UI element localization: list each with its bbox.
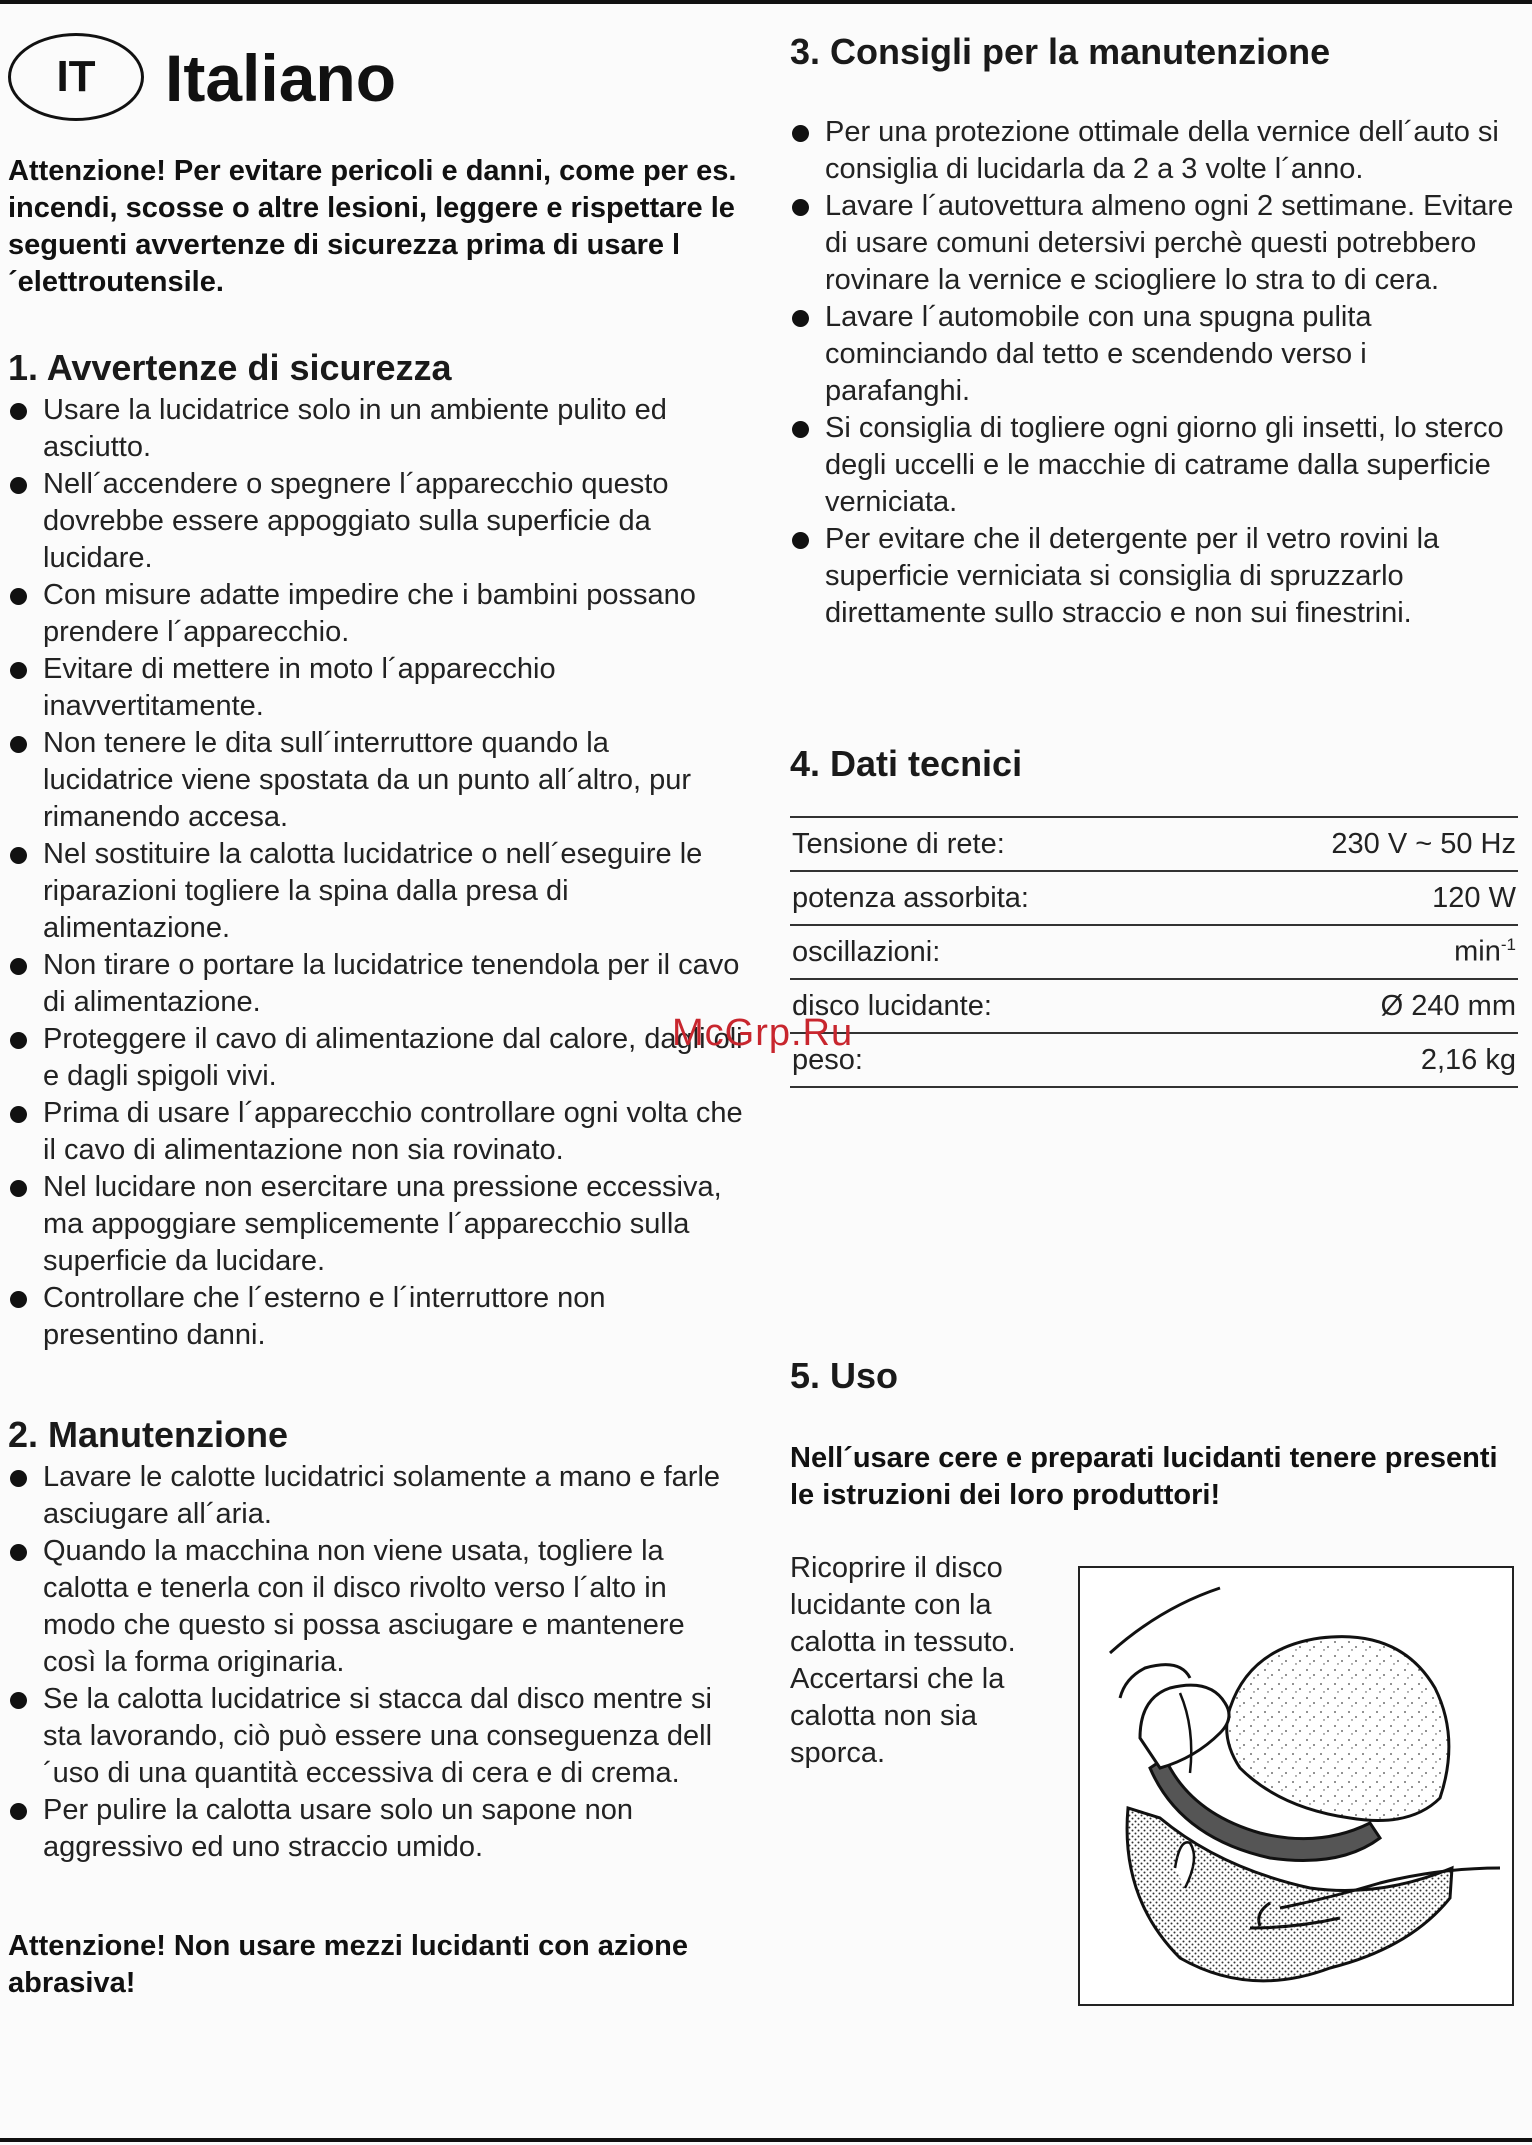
list-item: Lavare le calotte lucidatrici solamente a mano e farle asciugare all´aria. xyxy=(8,1459,743,1533)
spec-label: peso: xyxy=(790,1033,1198,1087)
language-title: Italiano xyxy=(165,41,397,115)
top-rule xyxy=(0,0,1532,4)
list-item: Nell´accendere o spegnere l´apparecchio questo dovrebbe essere appoggiato sulla superficie da lucidare. xyxy=(8,466,743,577)
bullet-icon xyxy=(10,1544,27,1561)
bullet-icon xyxy=(792,532,809,549)
spec-value: 2,16 kg xyxy=(1198,1033,1518,1087)
bullet-icon xyxy=(792,199,809,216)
list-item: Non tirare o portare la lucidatrice tenendola per il cavo di alimentazione. xyxy=(8,947,743,1021)
list-item: Per pulire la calotta usare solo un sapone non aggressivo ed uno straccio umido. xyxy=(8,1792,743,1866)
list-item: Controllare che l´esterno e l´interruttore non presentino danni. xyxy=(8,1280,743,1354)
bonnet-hands-drawing xyxy=(1080,1568,1512,2004)
bullet-icon xyxy=(10,1180,27,1197)
bullet-icon xyxy=(10,1692,27,1709)
list-item: Usare la lucidatrice solo in un ambiente pulito ed asciutto. xyxy=(8,392,743,466)
section-1-list xyxy=(8,392,743,1354)
watermark-text: McGrp.Ru xyxy=(672,1012,854,1054)
bullet-icon xyxy=(10,588,27,605)
bullet-icon xyxy=(10,1803,27,1820)
spec-label: disco lucidante: xyxy=(790,979,1198,1033)
bullet-icon xyxy=(10,1470,27,1487)
list-item: Evitare di mettere in moto l´apparecchio inavvertitamente. xyxy=(8,651,743,725)
list-item: Per evitare che il detergente per il vetro rovini la superficie verniciata si consiglia di spruzzarlo direttamente sullo straccio e non sui finestrini. xyxy=(790,521,1518,632)
polishing-bonnet-illustration xyxy=(1078,1566,1514,2006)
section-4-title: 4. Dati tecnici xyxy=(790,743,1023,784)
bullet-icon xyxy=(792,125,809,142)
table-row xyxy=(790,979,1518,1033)
table-row xyxy=(790,817,1518,871)
spec-value: 230 V ~ 50 Hz xyxy=(1198,817,1518,871)
table-row xyxy=(790,871,1518,925)
section-3-list xyxy=(790,114,1518,632)
table-row xyxy=(790,1033,1518,1087)
list-item: Lavare l´automobile con una spugna pulita cominciando dal tetto e scendendo verso i parafanghi. xyxy=(790,299,1518,410)
table-row xyxy=(790,925,1518,979)
language-badge xyxy=(8,33,144,121)
section-2-title: 2. Manutenzione xyxy=(8,1414,289,1455)
bullet-icon xyxy=(10,958,27,975)
list-item: Nel sostituire la calotta lucidatrice o nell´eseguire le riparazioni togliere la spina dalla presa di alimentazione. xyxy=(8,836,743,947)
spec-label: Tensione di rete: xyxy=(790,817,1198,871)
list-item: Si consiglia di togliere ogni giorno gli insetti, lo sterco degli uccelli e le macchie di catrame dalla superficie verniciata. xyxy=(790,410,1518,521)
section-5-title: 5. Uso xyxy=(790,1355,899,1396)
bullet-icon xyxy=(10,1106,27,1123)
bullet-icon xyxy=(10,477,27,494)
bullet-icon xyxy=(10,1291,27,1308)
bullet-icon xyxy=(792,421,809,438)
list-item: Proteggere il cavo di alimentazione dal calore, dagli oli e dagli spigoli vivi. xyxy=(8,1021,743,1095)
list-item: Se la calotta lucidatrice si stacca dal disco mentre si sta lavorando, ciò può essere una conseguenza dell´uso di una quantità eccessiva di cera e di crema. xyxy=(8,1681,743,1792)
bullet-icon xyxy=(10,847,27,864)
list-item: Con misure adatte impedire che i bambini possano prendere l´apparecchio. xyxy=(8,577,743,651)
section-2-warning: Attenzione! Non usare mezzi lucidanti con azione abrasiva! xyxy=(8,1930,688,1999)
list-item: Nel lucidare non esercitare una pressione eccessiva, ma appoggiare semplicemente l´apparecchio sulla superficie da lucidare. xyxy=(8,1169,743,1280)
list-item: Non tenere le dita sull´interruttore quando la lucidatrice viene spostata da un punto all´altro, pur rimanendo accesa. xyxy=(8,725,743,836)
spec-label: potenza assorbita: xyxy=(790,871,1198,925)
list-item: Prima di usare l´apparecchio controllare ogni volta che il cavo di alimentazione non sia rovinato. xyxy=(8,1095,743,1169)
spec-label: oscillazioni: xyxy=(790,925,1198,979)
spec-value: Ø 240 mm xyxy=(1198,979,1518,1033)
bullet-icon xyxy=(10,736,27,753)
section-2-list xyxy=(8,1459,743,1866)
section-5-warning: Nell´usare cere e preparati lucidanti tenere presenti le istruzioni dei loro produttori! xyxy=(790,1442,1498,1511)
bullet-icon xyxy=(792,310,809,327)
section-3-title: 3. Consigli per la manutenzione xyxy=(790,31,1331,72)
intro-warning: Attenzione! Per evitare pericoli e danni, come per es. incendi, scosse o altre lesioni, leggere e rispettare le seguenti avvertenze di sicurezza prima di usare l´elettroutensile. xyxy=(8,155,737,298)
spec-value: $\min^{-1}$ xyxy=(1198,925,1518,979)
tech-specs-table xyxy=(790,816,1518,1088)
bullet-icon xyxy=(10,662,27,679)
language-code: IT xyxy=(56,52,96,101)
list-item: Lavare l´autovettura almeno ogni 2 settimane. Evitare di usare comuni detersivi perchè questi potrebbero rovinare la vernice e sciogliere lo stra to di cera. xyxy=(790,188,1518,299)
bullet-icon xyxy=(10,1032,27,1049)
section-5-text: Ricoprire il disco lucidante con la calotta in tessuto. Accertarsi che la calotta non sia sporca. xyxy=(790,1552,1016,1769)
section-1-title: 1. Avvertenze di sicurezza xyxy=(8,347,452,388)
list-item: Quando la macchina non viene usata, togliere la calotta e tenerla con il disco rivolto verso l´alto in modo che questo si possa asciugare e mantenere così la forma originaria. xyxy=(8,1533,743,1681)
list-item: Per una protezione ottimale della vernice dell´auto si consiglia di lucidarla da 2 a 3 volte l´anno. xyxy=(790,114,1518,188)
spec-value: 120 W xyxy=(1198,871,1518,925)
bullet-icon xyxy=(10,403,27,420)
bottom-rule xyxy=(0,2138,1532,2142)
